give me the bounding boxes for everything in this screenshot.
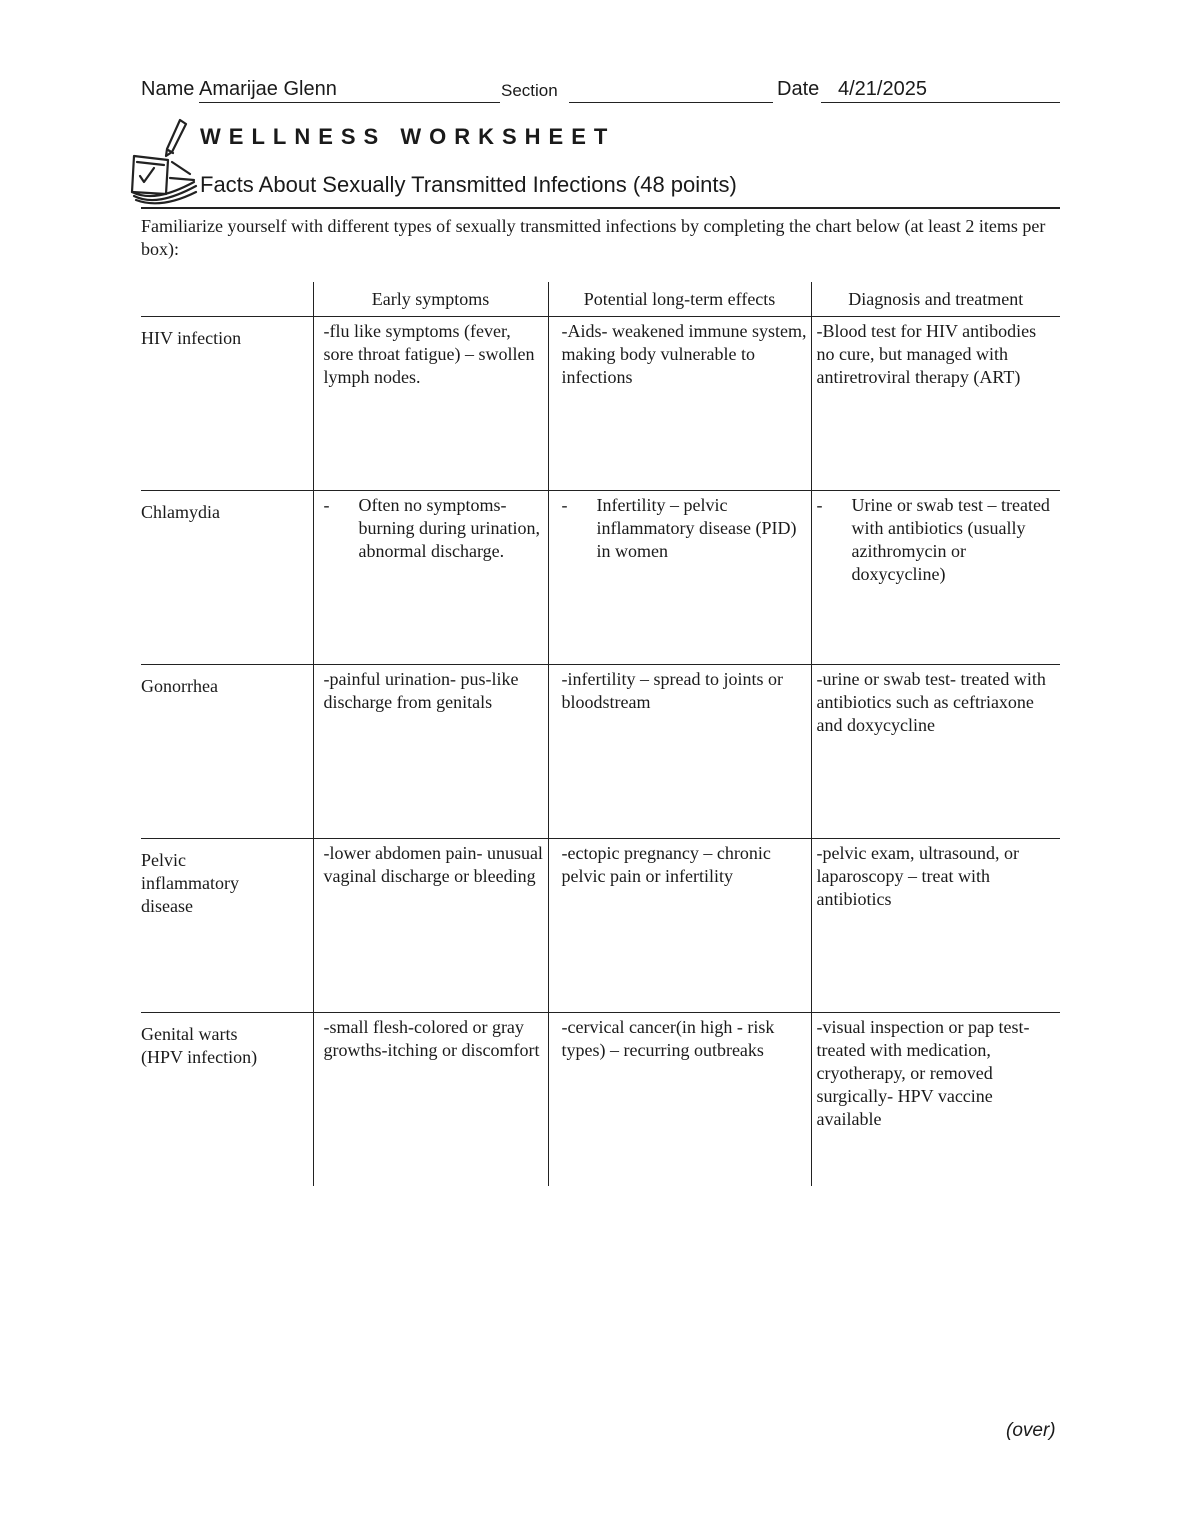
table-row: [141, 491, 1060, 665]
condition-name: Pelvic inflammatory disease: [141, 850, 239, 916]
instructions-text: Familiarize yourself with different types of sexually transmitted infections by completing the chart below (at least 2 items per box):: [141, 216, 1046, 259]
long-term-effects-cell[interactable]: [548, 665, 811, 839]
long-term-effects-cell[interactable]: [548, 317, 811, 491]
table-row: [141, 665, 1060, 839]
header-condition: [141, 282, 313, 317]
condition-cell: [141, 839, 313, 1013]
title-divider: [141, 207, 1060, 209]
early-symptoms-cell[interactable]: [313, 1013, 548, 1187]
section-label: Section: [501, 81, 558, 100]
diagnosis-cell[interactable]: [811, 491, 1060, 665]
diagnosis-text: -urine or swab test- treated with antibiotics such as ceftriaxone and doxycycline: [816, 669, 1046, 735]
diagnosis-text: -pelvic exam, ultrasound, or laparoscopy – treat with antibiotics: [816, 843, 1019, 909]
early-symptoms-cell[interactable]: [313, 491, 548, 665]
condition-cell: [141, 1013, 313, 1187]
diagnosis-cell[interactable]: [811, 317, 1060, 491]
name-underline: [199, 102, 500, 103]
diagnosis-text: Urine or swab test – treated with antibiotics (usually azithromycin or doxycycline): [851, 495, 1050, 584]
header-long-term-effects: Potential long-term effects: [548, 282, 811, 317]
bullet-dash: -: [816, 495, 823, 515]
bullet-dash: -: [561, 495, 568, 515]
condition-cell: [141, 491, 313, 665]
date-underline: [821, 102, 1060, 103]
long-term-effects-text: -infertility – spread to joints or bloodstream: [561, 669, 783, 712]
condition-name: HIV infection: [141, 328, 242, 348]
bullet-item: [314, 491, 548, 563]
name-label: Name: [141, 78, 195, 100]
header-diagnosis-treatment: Diagnosis and treatment: [811, 282, 1060, 317]
early-symptoms-text: -lower abdomen pain- unusual vaginal discharge or bleeding: [323, 843, 543, 886]
bullet-item: [812, 491, 1061, 586]
diagnosis-text: -visual inspection or pap test- treated with medication, cryotherapy, or removed surgically- HPV vaccine available: [816, 1017, 1030, 1129]
long-term-effects-cell[interactable]: [548, 491, 811, 665]
over-note: (over): [1006, 1420, 1056, 1441]
early-symptoms-text: Often no symptoms- burning during urination, abnormal discharge.: [358, 495, 540, 561]
long-term-effects-text: -cervical cancer(in high - risk types) – recurring outbreaks: [561, 1017, 775, 1060]
date-value: 4/21/2025: [838, 78, 927, 100]
long-term-effects-text: -ectopic pregnancy – chronic pelvic pain or infertility: [561, 843, 771, 886]
condition-name: Chlamydia: [141, 502, 220, 522]
long-term-effects-cell[interactable]: [548, 1013, 811, 1187]
early-symptoms-cell[interactable]: [313, 665, 548, 839]
early-symptoms-text: -painful urination- pus-like discharge from genitals: [323, 669, 519, 712]
table-row: [141, 317, 1060, 491]
sti-chart-table: [141, 282, 1060, 1186]
name-value: Amarijae Glenn: [199, 78, 337, 100]
date-label: Date: [777, 78, 820, 100]
early-symptoms-cell[interactable]: [313, 317, 548, 491]
diagnosis-text: -Blood test for HIV antibodies no cure, but managed with antiretroviral therapy (ART): [816, 321, 1037, 387]
worksheet-title: WELLNESS WORKSHEET: [200, 124, 616, 149]
header-early-symptoms: Early symptoms: [313, 282, 548, 317]
condition-name: Genital warts (HPV infection): [141, 1024, 258, 1067]
early-symptoms-text: -small flesh-colored or gray growths-itching or discomfort: [323, 1017, 540, 1060]
student-info-row: [141, 78, 1060, 104]
table-row: [141, 839, 1060, 1013]
diagnosis-cell[interactable]: [811, 1013, 1060, 1187]
bullet-dash: -: [323, 495, 330, 515]
early-symptoms-cell[interactable]: [313, 839, 548, 1013]
condition-cell: [141, 665, 313, 839]
long-term-effects-text: Infertility – pelvic inflammatory disease (PID) in women: [596, 495, 797, 561]
long-term-effects-text: -Aids- weakened immune system, making body vulnerable to infections: [561, 321, 807, 387]
section-underline: [569, 102, 773, 103]
long-term-effects-cell[interactable]: [548, 839, 811, 1013]
early-symptoms-text: -flu like symptoms (fever, sore throat fatigue) – swollen lymph nodes.: [323, 321, 535, 387]
checklist-pencil-icon: [128, 116, 198, 206]
table-header-row: [141, 282, 1060, 317]
worksheet-subtitle: Facts About Sexually Transmitted Infections (48 points): [200, 172, 737, 197]
diagnosis-cell[interactable]: [811, 665, 1060, 839]
bullet-item: [549, 491, 811, 563]
condition-name: Gonorrhea: [141, 676, 218, 696]
diagnosis-cell[interactable]: [811, 839, 1060, 1013]
table-row: [141, 1013, 1060, 1187]
condition-cell: [141, 317, 313, 491]
